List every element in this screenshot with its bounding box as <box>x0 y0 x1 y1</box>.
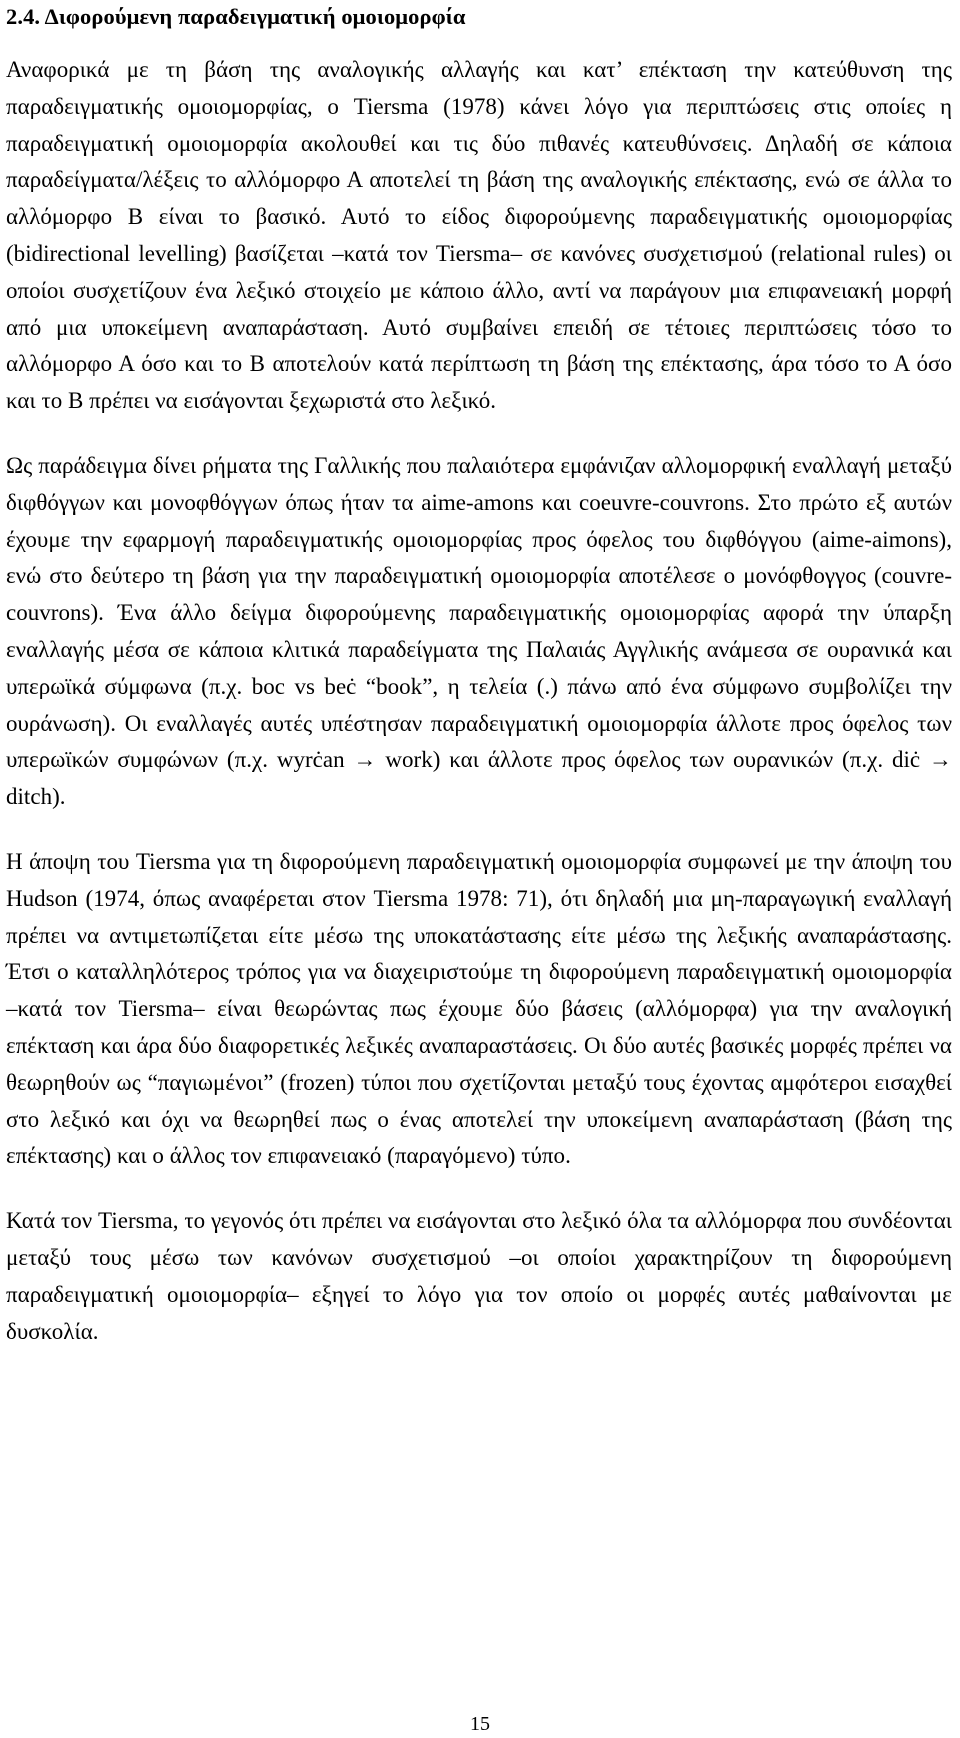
page-number: 15 <box>470 1713 490 1735</box>
paragraph-lexicon-allomorphs: Κατά τον Tiersma, το γεγονός ότι πρέπει να εισάγονται στο λεξικό όλα τα αλλόμορφα που συνδέονται μεταξύ τους μέσω των κανόνων συσχετισμού –οι οποίοι χαρακτηρίζουν τη διφορούμενη παραδειγματική ομοιομορφία– εξηγεί το λόγο για τον οποίο οι μορφές αυτές μαθαίνονται με δυσκολία. <box>6 1208 952 1344</box>
paragraph-french-english-examples: Ως παράδειγμα δίνει ρήματα της Γαλλικής που παλαιότερα εμφάνιζαν αλλομορφική εναλλαγή μεταξύ διφθόγγων και μονοφθόγγων όπως ήταν τα aime-amons και coeuvre-couvrons. Στο πρώτο εξ αυτών έχουμε την εφαρμογή παραδειγματικής ομοιομορφίας προς όφελος του διφθόγγου (aime-aimons), ενώ στο δεύτερο τη βάση για την παραδειγματική ομοιομορφία αποτέλεσε ο μονόφθογγος (couvre-couvrons). Ένα άλλο δείγμα διφορούμενης παραδειγματικής ομοιομορφίας αφορά την ύπαρξη εναλλαγής μέσα σε κάποια κλιτικά παραδείγματα της Παλαιάς Αγγλικής ανάμεσα σε ουρανικά και υπερωϊκά σύμφωνα (π.χ. boc vs beċ “book”, η τελεία (.) πάνω από ένα σύμφωνο συμβολίζει την ουράνωση). Οι εναλλαγές αυτές υπέστησαν παραδειγματική ομοιομορφία άλλοτε προς όφελος των υπερωϊκών συμφώνων (π.χ. wyrċan → work) και άλλοτε προς όφελος των ουρανικών (π.χ. diċ → ditch). <box>6 452 952 810</box>
section-heading: 2.4. Διφορούμενη παραδειγματική ομοιομορφία <box>6 4 466 29</box>
paragraph-hudson-view: Η άποψη του Tiersma για τη διφορούμενη παραδειγματική ομοιομορφία συμφωνεί με την άποψη του Hudson (1974, όπως αναφέρεται στον Tiersma 1978: 71), ότι δηλαδή μια μη-παραγωγική εναλλαγή πρέπει να αντιμετωπίζεται είτε μέσω της υποκατάστασης είτε μέσω της λεξικής αναπαράστασης. Έτσι ο καταλληλότερος τρόπος για να διαχειριστούμε τη διφορούμενη παραδειγματική ομοιομορφία –κατά τον Tiersma– είναι θεωρώντας πως έχουμε δύο βάσεις (αλλόμορφα) για την αναλογική επέκταση και άρα δύο διαφορετικές λεξικές αναπαραστάσεις. Οι δύο αυτές βασικές μορφές πρέπει να θεωρηθούν ως “παγιωμένοι” (frozen) τύποι που σχετίζονται μεταξύ τους έχοντας αμφότεροι εισαχθεί στο λεξικό και όχι να θεωρηθεί πως ο ένας αποτελεί την υποκείμενη αναπαράσταση (βάση της επέκτασης) και ο άλλος τον επιφανειακό (παραγόμενο) τύπο. <box>6 848 952 1169</box>
paragraph-bidirectional-levelling: Αναφορικά με τη βάση της αναλογικής αλλαγής και κατ’ επέκταση την κατεύθυνση της παραδειγματικής ομοιομορφίας, ο Tiersma (1978) κάνει λόγο για περιπτώσεις στις οποίες η παραδειγματική ομοιομορφία ακολουθεί και τις δύο πιθανές κατευθύνσεις. Δηλαδή σε κάποια παραδείγματα/λέξεις το αλλόμορφο Α αποτελεί τη βάση της αναλογικής επέκτασης, ενώ σε άλλα το αλλόμορφο Β είναι το βασικό. Αυτό το είδος διφορούμενης παραδειγματικής ομοιομορφίας (bidirectional levelling) βασίζεται –κατά τον Tiersma– σε κανόνες συσχετισμού (relational rules) οι οποίοι συσχετίζουν ένα λεξικό στοιχείο με κάποιο άλλο, αντί να παράγουν μια επιφανειακή μορφή από μια υποκείμενη αναπαράσταση. Αυτό συμβαίνει επειδή σε τέτοιες περιπτώσεις τόσο το αλλόμορφο Α όσο και το Β αποτελούν κατά περίπτωση τη βάση της επέκτασης, άρα τόσο το Α όσο και το Β πρέπει να εισάγονται ξεχωριστά στο λεξικό. <box>6 57 952 414</box>
